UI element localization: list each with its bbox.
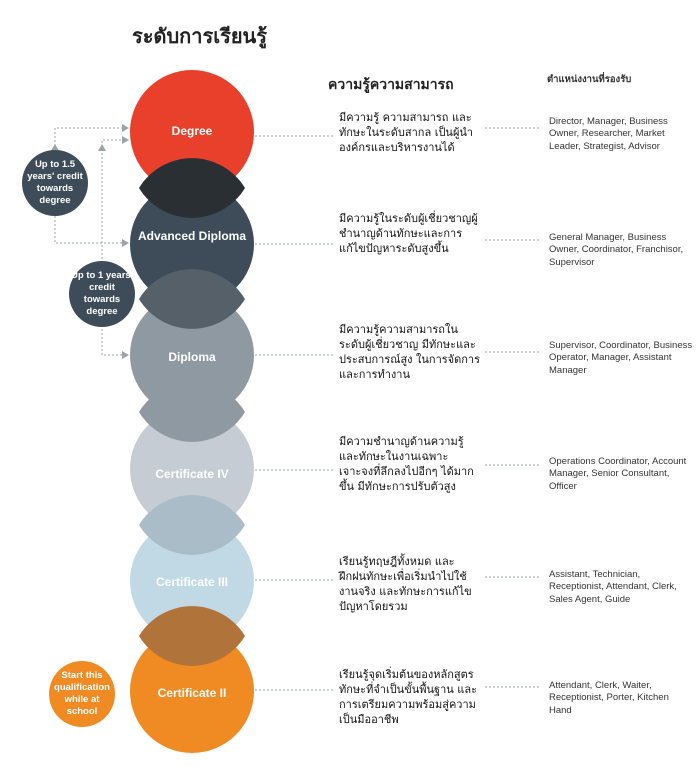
level-jobs-certificate-iv: Operations Coordinator, Account Manager, Senior Consultant, Officer: [549, 456, 687, 492]
level-label-diploma: Diploma: [168, 350, 216, 364]
level-label-certificate-iv: Certificate IV: [155, 467, 229, 481]
level-description-certificate-iii: เรียนรู้ทฤษฎีทั้งหมด และฝึกฝนทักษะเพื่อเริ่มนำไปใช้งานจริง และทักษะการแก้ไขปัญหาโดยรวม: [339, 555, 472, 613]
arrow-head-icon: [51, 144, 59, 151]
level-jobs-advanced-diploma: General Manager, Business Owner, Coordinator, Franchisor, Supervisor: [549, 232, 684, 268]
level-description-advanced-diploma: มีความรู้ในระดับผู้เชี่ยวชาญผู้ชำนาญด้านทักษะและการแก้ไขปัญหาระดับสูงขึ้น: [339, 212, 478, 255]
side-note-school: Start this qualification while at school: [54, 670, 110, 717]
side-note-1-year: Up to 1 years' credit towards degree: [71, 270, 133, 317]
level-jobs-certificate-iii: Assistant, Technician, Receptionist, Attendant, Clerk, Sales Agent, Guide: [549, 569, 677, 605]
page-title: ระดับการเรียนรู้: [132, 24, 267, 48]
level-description-degree: มีความรู้ ความสามารถ และทักษะในระดับสากล เป็นผู้นำองค์กรและบริหารงานได้: [339, 111, 474, 154]
level-label-certificate-ii: Certificate II: [157, 686, 227, 700]
skills-column-header: ความรู้ความสามารถ: [328, 77, 454, 93]
level-jobs-diploma: Supervisor, Coordinator, Business Operator, Manager, Assistant Manager: [549, 340, 693, 376]
level-label-advanced-diploma: Advanced Diploma: [137, 229, 247, 243]
level-jobs-certificate-ii: Attendant, Clerk, Waiter, Receptionist, Porter, Kitchen Hand: [549, 680, 669, 716]
jobs-column-header: ตำแหน่งงานที่รองรับ: [547, 74, 632, 85]
level-jobs-degree: Director, Manager, Business Owner, Researcher, Market Leader, Strategist, Advisor: [549, 116, 668, 152]
arrow-head-icon: [122, 239, 129, 247]
level-description-certificate-ii: เรียนรู้จุดเริ่มต้นของหลักสูตร ทักษะที่จำเป็นขั้นพื้นฐาน และการเตรียมความพร้อมสู่ความเป็นมืออาชีพ: [339, 668, 478, 726]
level-label-certificate-iii: Certificate III: [155, 575, 229, 589]
level-description-diploma: มีความรู้ความสามารถในระดับผู้เชี่ยวชาญ มีทักษะและประสบการณ์สูง ในการจัดการและการทำงาน: [339, 323, 480, 381]
side-note-1-5-years: Up to 1.5 years' credit towards degree: [27, 159, 83, 206]
level-description-certificate-iv: มีความชำนาญด้านความรู้ และทักษะในงานเฉพาะเจาะจงที่ลึกลงไปอีกๆ ได้มากขึ้น มีทักษะการปรับตัวสูง: [339, 435, 474, 493]
arrow-head-icon: [98, 144, 106, 151]
level-label-degree: Degree: [171, 124, 213, 138]
